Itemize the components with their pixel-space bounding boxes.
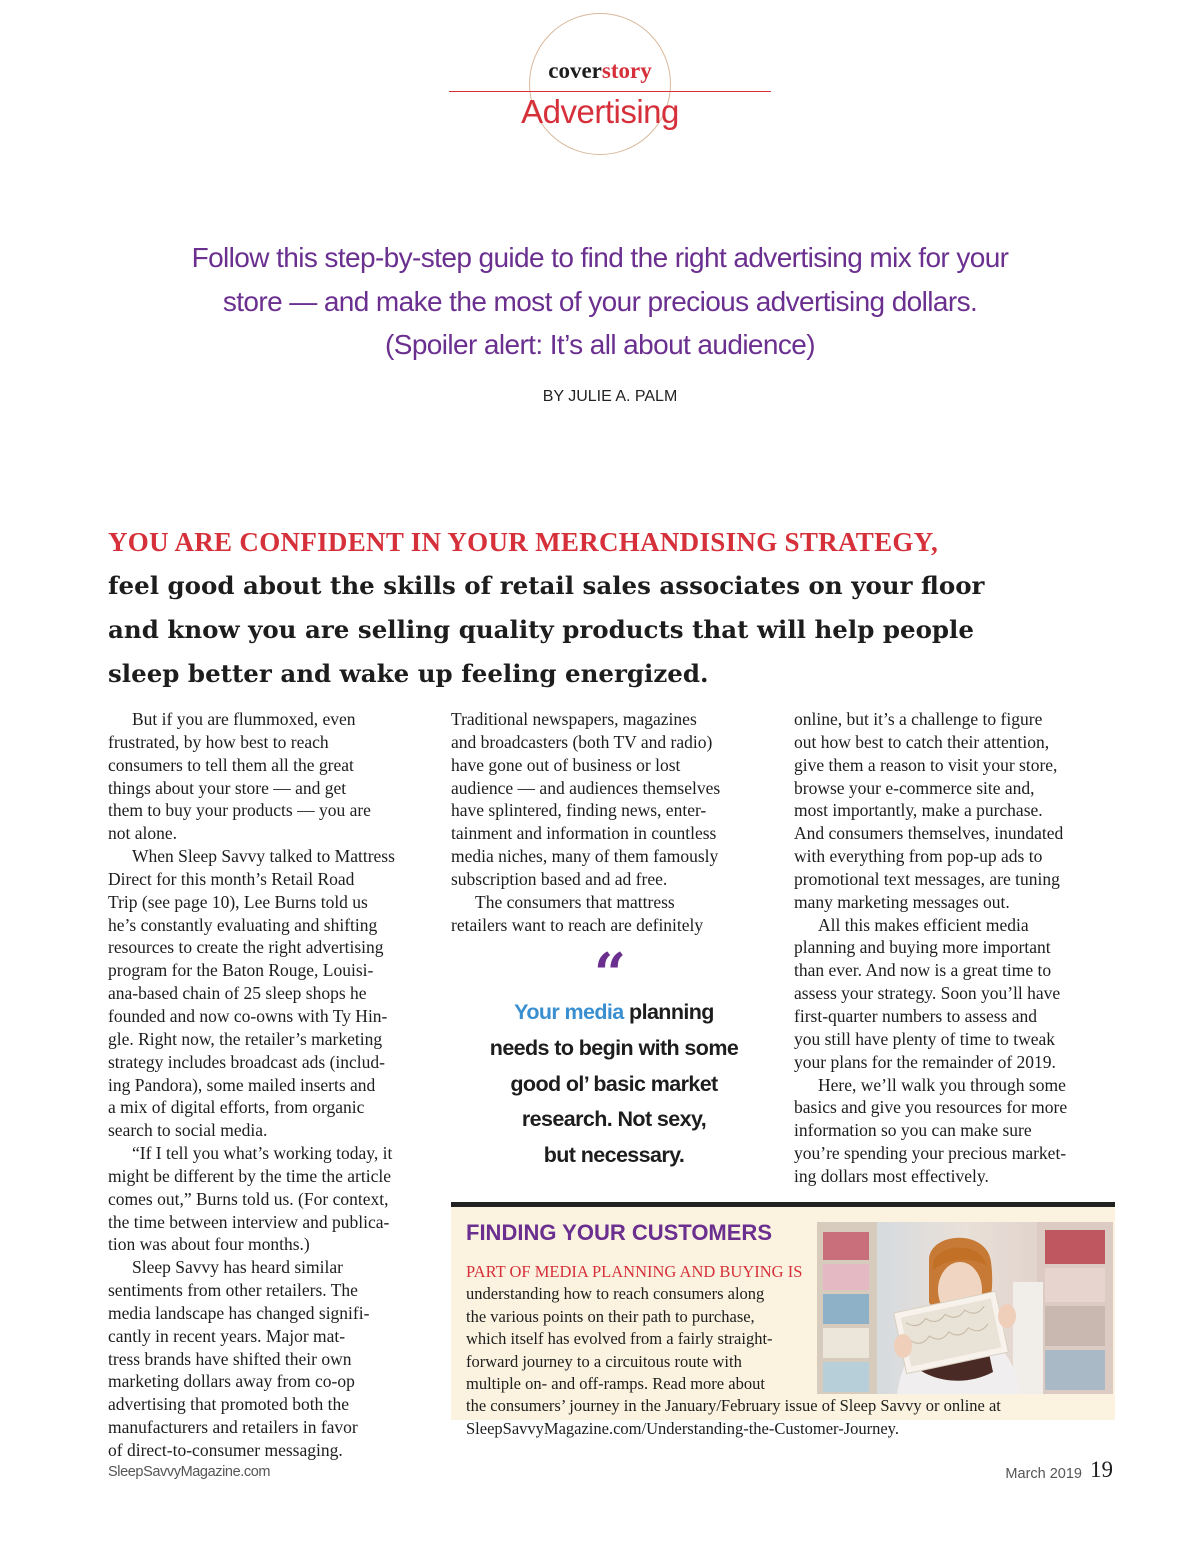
body-text-line: promotional text messages, are tuning [794, 868, 1060, 889]
body-text-line: planning and buying more important [794, 937, 1051, 958]
body-text-line: most importantly, make a purchase. [794, 800, 1043, 821]
body-text-line: you still have plenty of time to tweak [794, 1028, 1055, 1049]
body-text-line: resources to create the right advertising [108, 937, 384, 958]
body-text-line: audience — and audiences themselves [451, 777, 721, 798]
pull-quote-text: planning [623, 1000, 714, 1024]
quote-mark-icon: “ [593, 941, 627, 1007]
body-text-line: tress brands have shifted their own [108, 1348, 352, 1369]
finding-customers-sidebar [451, 1202, 1115, 1438]
cover-story-kicker [0, 56, 1200, 86]
body-text-line: manufacturers and retailers in favor [108, 1417, 358, 1438]
body-text-line: frustrated, by how best to reach [108, 731, 329, 752]
body-column-1 [108, 708, 433, 1462]
page-number: 19 [1090, 1457, 1113, 1482]
body-text-line: information so you can make sure [794, 1120, 1032, 1141]
body-text-line: All this makes efficient media [818, 914, 1029, 935]
body-text-line: browse your e-commerce site and, [794, 777, 1035, 798]
lede [108, 520, 1108, 696]
pull-quote-line: needs to begin with some [489, 1035, 739, 1060]
body-text-line: basics and give you resources for more [794, 1097, 1068, 1118]
pull-quote-highlight: Your media [514, 1000, 624, 1024]
lede-line: feel good about the skills of retail sales associates on your floor [108, 571, 985, 600]
body-text-line: give them a reason to visit your store, [794, 754, 1058, 775]
body-text-line: not alone. [108, 823, 178, 844]
body-column-3 [794, 708, 1119, 1188]
lede-line: and know you are selling quality products that will help people [108, 615, 974, 644]
sidebar-title: FINDING YOUR CUSTOMERS [466, 1220, 772, 1245]
body-text-line: assess your strategy. Soon you’ll have [794, 983, 1061, 1004]
pull-quote-line: good ol’ basic market [510, 1071, 718, 1096]
sidebar-line: multiple on- and off-ramps. Read more about [466, 1374, 765, 1394]
body-text-line: retailers want to reach are definitely [451, 914, 704, 935]
pull-quote [452, 995, 776, 1174]
body-text-line: Sleep Savvy has heard similar [132, 1257, 343, 1278]
body-text-line: Direct for this month’s Retail Road [108, 868, 355, 889]
body-text-line: the time between interview and publica- [108, 1211, 390, 1232]
footer-date: March 2019 [1005, 1466, 1082, 1482]
body-text-line: strategy includes broadcast ads (includ- [108, 1051, 385, 1072]
byline: BY JULIE A. PALM [542, 388, 678, 405]
body-text-line: many marketing messages out. [794, 891, 1010, 912]
body-text-line: them to buy your products — you are [108, 800, 371, 821]
deck-line: store — and make the most of your precious advertising dollars. [222, 285, 978, 317]
kicker-cover: cover [548, 58, 602, 83]
body-text-line: comes out,” Burns told us. (For context, [108, 1188, 389, 1209]
body-text-line: media landscape has changed signifi- [108, 1302, 370, 1323]
sidebar-body [466, 1261, 1106, 1440]
body-text-line: you’re spending your precious market- [794, 1143, 1067, 1164]
body-text-line: of direct-to-consumer messaging. [108, 1440, 343, 1460]
body-text-line: ing Pandora), some mailed inserts and [108, 1074, 376, 1095]
deck-line: Follow this step-by-step guide to find the right advertising mix for your [191, 242, 1009, 273]
sidebar-line: understanding how to reach consumers along [466, 1284, 765, 1304]
sidebar-line: which itself has evolved from a fairly straight- [466, 1329, 773, 1349]
sidebar-lead-in: PART OF MEDIA PLANNING AND BUYING IS [466, 1262, 803, 1281]
body-text-line: But if you are flummoxed, even [132, 709, 356, 729]
body-text-line: he’s constantly evaluating and shifting [108, 914, 378, 935]
body-text-line: Here, we’ll walk you through some [818, 1074, 1066, 1095]
body-text-line: and broadcasters (both TV and radio) [451, 731, 713, 752]
body-text-line: have gone out of business or lost [451, 754, 681, 775]
body-text-line: “If I tell you what’s working today, it [132, 1143, 393, 1164]
body-text-line: program for the Baton Rouge, Louisi- [108, 960, 374, 981]
sidebar-line: forward journey to a circuitous route with [466, 1351, 742, 1371]
body-text-line: ing dollars most effectively. [794, 1165, 989, 1186]
body-text-line: things about your store — and get [108, 777, 347, 798]
body-text-line: subscription based and ad free. [451, 868, 668, 889]
body-text-line: your plans for the remainder of 2019. [794, 1051, 1056, 1072]
body-text-line: gle. Right now, the retailer’s marketing [108, 1028, 383, 1049]
section-title: Advertising [521, 93, 679, 130]
body-text-line: tainment and information in countless [451, 823, 717, 844]
body-text-line: founded and now co-owns with Ty Hin- [108, 1005, 388, 1026]
pull-quote-line: but necessary. [543, 1143, 685, 1168]
body-text-line: Traditional newspapers, magazines [451, 709, 697, 729]
pull-quote-line [452, 995, 776, 1031]
deck [110, 236, 1090, 367]
kicker-story: story [601, 58, 652, 83]
body-text-line: advertising that promoted both the [108, 1394, 350, 1415]
body-text-line: have splintered, finding news, enter- [451, 800, 707, 821]
body-column-2 [451, 708, 776, 936]
deck-line: (Spoiler alert: It’s all about audience) [385, 329, 815, 360]
body-text-line: first-quarter numbers to assess and [794, 1005, 1037, 1026]
pull-quote-line: research. Not sexy, [521, 1107, 707, 1132]
body-text-line: sentiments from other retailers. The [108, 1280, 358, 1301]
body-text-line: ana-based chain of 25 sleep shops he [108, 983, 367, 1004]
body-text-line: with everything from pop-up ads to [794, 846, 1043, 867]
body-text-line: a mix of digital efforts, from organic [108, 1097, 365, 1118]
body-text-line: And consumers themselves, inundated [794, 823, 1064, 844]
body-text-line: than ever. And now is a great time to [794, 960, 1052, 981]
body-text-line: The consumers that mattress [475, 891, 675, 912]
body-text-line: Trip (see page 10), Lee Burns told us [108, 891, 368, 912]
body-text-line: marketing dollars away from co-op [108, 1371, 355, 1392]
body-text-line: might be different by the time the article [108, 1165, 391, 1186]
footer-site[interactable]: SleepSavvyMagazine.com [108, 1464, 271, 1480]
body-text-line: media niches, many of them famously [451, 846, 719, 867]
lede-lead-in: YOU ARE CONFIDENT IN YOUR MERCHANDISING STRATEGY, [108, 527, 939, 557]
body-text-line: consumers to tell them all the great [108, 754, 354, 775]
body-text-line: When Sleep Savvy talked to Mattress [132, 846, 395, 867]
body-text-line: online, but it’s a challenge to figure [794, 709, 1043, 729]
body-text-line: cantly in recent years. Major mat- [108, 1325, 346, 1346]
sidebar-line: the various points on their path to purchase, [466, 1306, 755, 1326]
body-text-line: search to social media. [108, 1120, 268, 1141]
sidebar-line: the consumers’ journey in the January/February issue of Sleep Savvy or online at [466, 1396, 1001, 1416]
body-text-line: tion was about four months.) [108, 1234, 310, 1255]
sidebar-link[interactable]: SleepSavvyMagazine.com/Understanding-the-Customer-Journey. [466, 1418, 899, 1438]
lede-line: sleep better and wake up feeling energized. [108, 659, 709, 688]
body-text-line: out how best to catch their attention, [794, 731, 1050, 752]
